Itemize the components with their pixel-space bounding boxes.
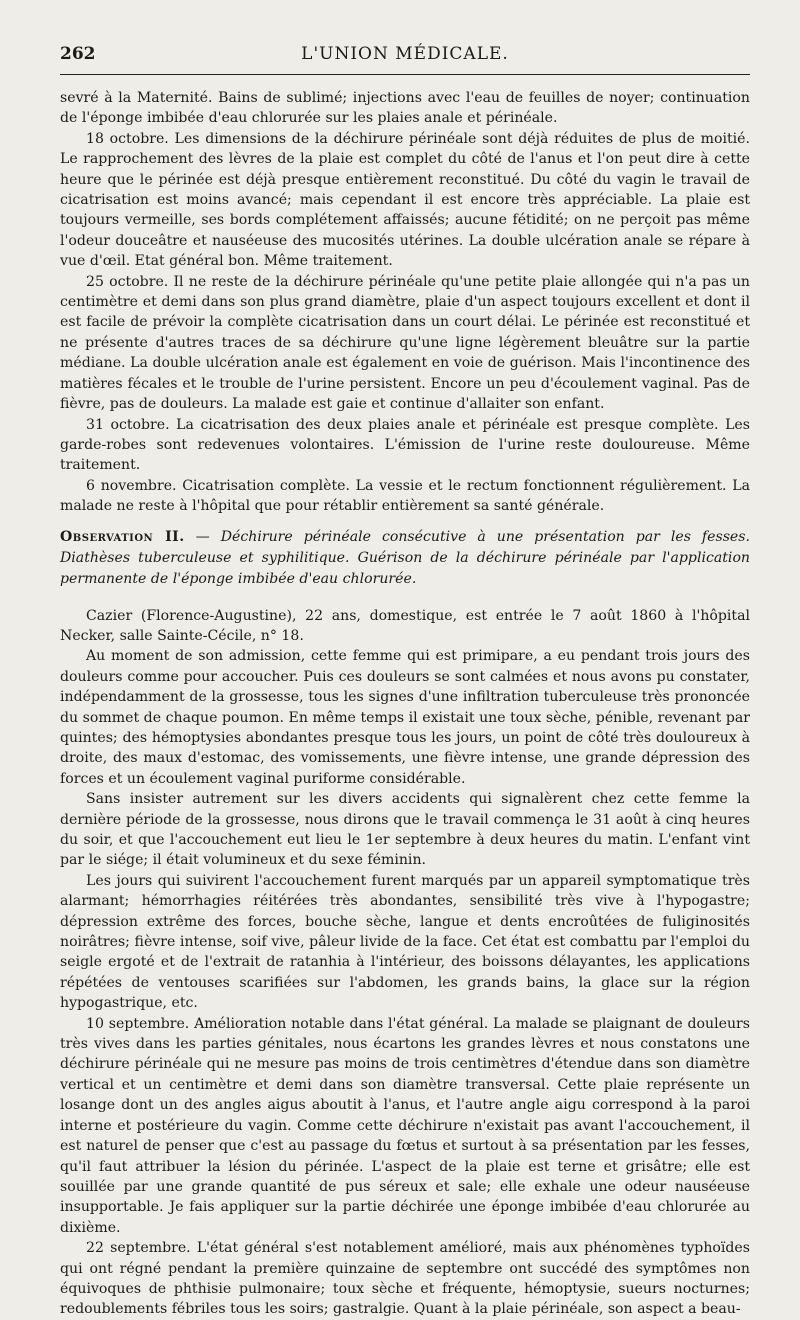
observation-heading — [60, 527, 750, 590]
page-header — [60, 44, 750, 74]
paragraph-admission: Au moment de son admission, cette femme qui est primipare, a eu pendant trois jours des douleurs comme pour accoucher. Puis ces douleurs se sont calmées et nous avons pu constater, indépendamment de la grossesse, tous les signes d'une infiltration tuberculeuse très prononcée du sommet de chaque poumon. En même temps il existait une toux sèche, pénible, revenant par quintes; des hémoptysies abondantes presque tous les jours, un point de côté très douloureux à droite, des maux d'estomac, des vomissements, une fièvre intense, une grande dépression des forces et un écoulement vaginal puriforme considérable. — [60, 648, 750, 787]
running-title: L'UNION MÉDICALE. — [301, 44, 509, 64]
paragraph-accouchement: Sans insister autrement sur les divers accidents qui signalèrent chez cette femme la dernière période de la grossesse, nous dirons que le travail commença le 31 août à cinq heures du soir, et que l'accouchement eut lieu le 1er septembre à deux heures du matin. L'enfant vint par le siége; il était volumineux et du sexe féminin. — [60, 791, 750, 869]
paragraph-31-octobre: 31 octobre. La cicatrisation des deux plaies anale et périnéale est presque complète. Les garde-robes sont redevenues volontaires. L'émission de l'urine reste douloureuse. Même traitement. — [60, 416, 750, 474]
paragraph-22-septembre: 22 septembre. L'état général s'est notablement amélioré, mais aux phénomènes typhoïdes qui ont régné pendant la première quinzaine de septembre ont succédé des symptômes non équivoques de phthisie pulmonaire; toux sèche et fréquente, hémoptysie, sueurs nocturnes; redoublements fébriles tous les soirs; gastralgie. Quant à la plaie périnéale, son aspect a beau- — [60, 1240, 750, 1318]
paragraph-10-septembre: 10 septembre. Amélioration notable dans l'état général. La malade se plaignant de douleurs très vives dans les parties génitales, nous écartons les grandes lèvres et nous constatons une déchirure périnéale qui ne mesure pas moins de trois centimètres d'étendue dans son diamètre vertical et un centimètre et demi dans son diamètre transversal. Cette plaie représente un losange dont un des angles aigus aboutit à l'anus, et l'autre angle aigu correspond à la paroi interne et postérieure du vagin. Comme cette déchirure n'existait pas avant l'accouchement, il est naturel de penser que c'est au passage du fœtus et surtout à sa présentation par les fesses, qu'il faut attribuer la lésion du périnée. L'aspect de la plaie est terne et grisâtre; elle est souillée par une grande quantité de pus séreux et sale; elle exhale une odeur nauséeuse insupportable. Je fais appliquer sur la partie déchirée une éponge imbibée d'eau chlorurée au dixième. — [60, 1015, 750, 1236]
observation-label: Observation II. — [60, 528, 185, 545]
paragraph-18-octobre: 18 octobre. Les dimensions de la déchirure périnéale sont déjà réduites de plus de moitié. Le rapprochement des lèvres de la plaie est complet du côté de l'anus et l'on peut dire à cette heure que le périnée est déjà presque entièrement reconstitué. Du côté du vagin le travail de cicatrisation est moins avancé; mais cependant il est encore très appréciable. La plaie est toujours vermeille, ses bords complétement affaissés; aucune fétidité; on ne perçoit pas même l'odeur douceâtre et nauséeuse des mucosités utérines. La double ulcération anale se répare à vue d'œil. Etat général bon. Même traitement. — [60, 130, 750, 270]
paragraph-6-novembre: 6 novembre. Cicatrisation complète. La vessie et le rectum fonctionnent régulièrement. La malade ne reste à l'hôpital que pour rétablir entièrement sa santé générale. — [60, 477, 750, 515]
observation-dash: — — [184, 528, 221, 545]
observation-title-2: Diathèses tuberculeuse et syphilitique. — [60, 549, 350, 566]
observation-title-3: Guérison de la déchirure périnéale par l'application permanente de l'éponge imbibée d'eau chlorurée. — [60, 549, 751, 587]
paragraph-continuation: sevré à la Maternité. Bains de sublimé; injections avec l'eau de feuilles de noyer; continuation de l'éponge imbibée d'eau chlorurée sur les plaies anale et périnéale. — [60, 90, 750, 127]
paragraph-patient: Cazier (Florence-Augustine), 22 ans, domestique, est entrée le 7 août 1860 à l'hôpital Necker, salle Sainte-Cécile, n° 18. — [60, 607, 750, 644]
observation-title-1: Déchirure périnéale consécutive à une présentation par les fesses. — [220, 528, 750, 545]
header-rule — [60, 74, 750, 75]
page-number: 262 — [60, 44, 96, 64]
paragraph-25-octobre: 25 octobre. Il ne reste de la déchirure périnéale qu'une petite plaie allongée qui n'a pas un centimètre et demi dans son plus grand diamètre, plaie d'un aspect toujours excellent et dont il est facile de prévoir la complète cicatrisation dans un court délai. Le périnée est reconstitué et ne présente d'autres traces de sa déchirure qu'une ligne légèrement bleuâtre sur la partie médiane. La double ulcération anale est également en voie de guérison. Mais l'incontinence des matières fécales et le trouble de l'urine persistent. Encore un peu d'écoulement vaginal. Pas de fièvre, pas de douleurs. La malade est gaie et continue d'allaiter son enfant. — [60, 273, 750, 413]
paragraph-suites: Les jours qui suivirent l'accouchement furent marqués par un appareil symptomatique très alarmant; hémorrhagies réitérées très abondantes, sensibilité très vive à l'hypogastre; dépression extrême des forces, bouche sèche, langue et dents encroûtées de fuliginosités noirâtres; fièvre intense, soif vive, pâleur livide de la face. Cet état est combattu par l'emploi du seigle ergoté et de l'extrait de ratanhia à l'intérieur, des boissons délayantes, les applications répétées de ventouses scarifiées sur l'abdomen, les grands bains, la glace sur la région hypogastrique, etc. — [60, 872, 750, 1012]
page-body — [60, 88, 750, 1320]
